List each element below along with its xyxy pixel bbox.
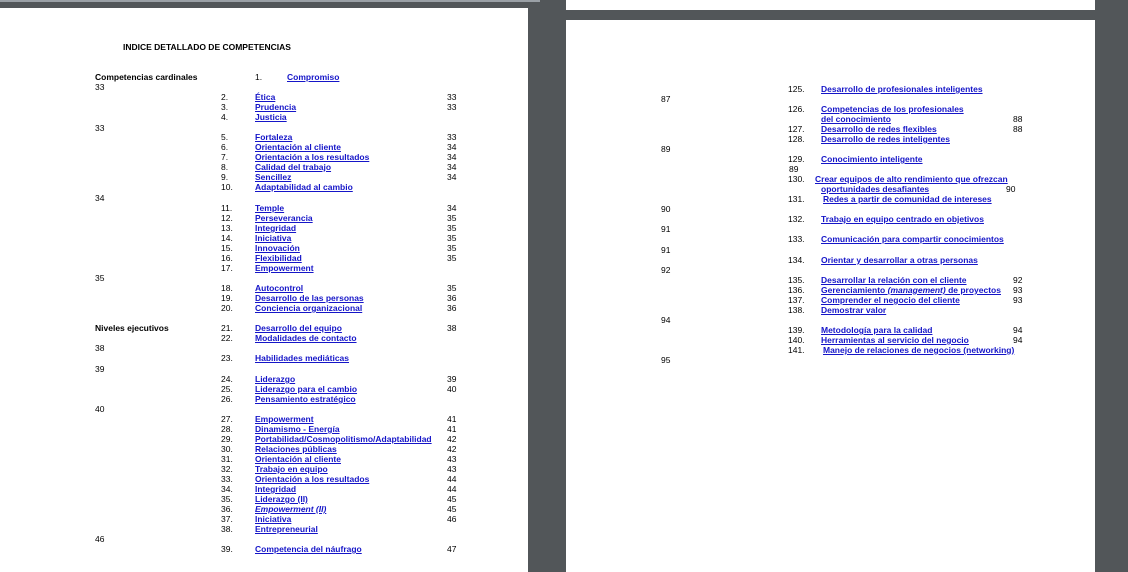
entry-page-number: 88 xyxy=(1013,124,1023,134)
entry-number: 132. xyxy=(788,214,805,224)
entry-number: 126. xyxy=(788,104,805,114)
stray-page-number: 39 xyxy=(95,364,105,374)
entry-number: 130. xyxy=(788,174,805,184)
toc-link[interactable]: Sencillez xyxy=(255,172,292,182)
toc-link[interactable]: Conocimiento inteligente xyxy=(821,154,923,164)
entry-number: 14. xyxy=(221,233,233,243)
toc-link[interactable]: Ética xyxy=(255,92,276,102)
entry-number: 13. xyxy=(221,223,233,233)
toc-link[interactable]: Portabilidad/Cosmopolitismo/Adaptabilidad xyxy=(255,434,432,444)
entry-page-number: 34 xyxy=(447,152,457,162)
entry-number: 7. xyxy=(221,152,229,162)
entry-page-number: 92 xyxy=(1013,275,1023,285)
toc-link[interactable]: Empowerment (II) xyxy=(255,504,327,514)
entry-page-number: 41 xyxy=(447,424,457,434)
stray-page-number: 46 xyxy=(95,534,105,544)
stray-page-number: 87 xyxy=(661,94,671,104)
toc-link[interactable]: Integridad xyxy=(255,484,297,494)
entry-number: 10. xyxy=(221,182,233,192)
toc-link[interactable]: Redes a partir de comunidad de intereses xyxy=(823,194,992,204)
toc-link[interactable]: Desarrollo de redes inteligentes xyxy=(821,134,950,144)
toc-link[interactable]: Prudencia xyxy=(255,102,297,112)
page-title: INDICE DETALLADO DE COMPETENCIAS xyxy=(123,42,291,52)
entry-page-number: 33 xyxy=(447,132,457,142)
entry-page-number: 94 xyxy=(1013,335,1023,345)
entry-number: 127. xyxy=(788,124,805,134)
toc-link[interactable]: Fortaleza xyxy=(255,132,293,142)
entry-number: 24. xyxy=(221,374,233,384)
entry-number: 11. xyxy=(221,203,233,213)
entry-page-number: 36 xyxy=(447,293,457,303)
stray-page-number: 40 xyxy=(95,404,105,414)
entry-number: 138. xyxy=(788,305,805,315)
toc-link[interactable]: Competencia del náufrago xyxy=(255,544,362,554)
toc-link[interactable]: Entrepreneurial xyxy=(255,524,318,534)
entry-number: 6. xyxy=(221,142,229,152)
entry-page-number: 33 xyxy=(447,92,457,102)
entry-number: 134. xyxy=(788,255,805,265)
entry-number: 22. xyxy=(221,333,233,343)
toc-link[interactable]: Calidad del trabajo xyxy=(255,162,332,172)
toc-link[interactable]: Metodología para la calidad xyxy=(821,325,933,335)
entry-page-number: 36 xyxy=(447,303,457,313)
toc-link[interactable]: Competencias de los profesionales xyxy=(821,104,964,114)
entry-number: 133. xyxy=(788,234,805,244)
previous-page-bottom xyxy=(566,0,1095,10)
entry-page-number: 42 xyxy=(447,434,457,444)
entry-page-number: 39 xyxy=(447,374,457,384)
stray-page-number: 33 xyxy=(95,82,105,92)
entry-page-number: 42 xyxy=(447,444,457,454)
toc-link[interactable]: Trabajo en equipo centrado en objetivos xyxy=(821,214,984,224)
toc-link[interactable]: Adaptabilidad al cambio xyxy=(255,182,353,192)
toc-link[interactable]: Orientación al cliente xyxy=(255,454,341,464)
toc-link[interactable]: Habilidades mediáticas xyxy=(255,353,350,363)
toc-link[interactable]: Perseverancia xyxy=(255,213,313,223)
toc-link[interactable]: Demostrar valor xyxy=(821,305,887,315)
toc-link[interactable]: Comunicación para compartir conocimientos xyxy=(821,234,1004,244)
toc-link[interactable]: Justicia xyxy=(255,112,287,122)
toc-link[interactable]: Crear equipos de alto rendimiento que ofrezcan xyxy=(815,174,1008,184)
entry-number: 1. xyxy=(255,72,263,82)
entry-number: 137. xyxy=(788,295,805,305)
entry-number: 8. xyxy=(221,162,229,172)
toc-link[interactable]: Comprender el negocio del cliente xyxy=(821,295,960,305)
entry-page-number: 45 xyxy=(447,504,457,514)
entry-number: 136. xyxy=(788,285,805,295)
entry-number: 18. xyxy=(221,283,233,293)
entry-page-number: 90 xyxy=(1006,184,1016,194)
entry-page-number: 38 xyxy=(447,323,457,333)
entry-number: 128. xyxy=(788,134,805,144)
entry-number: 38. xyxy=(221,524,233,534)
stray-page-number: 92 xyxy=(661,265,671,275)
entry-number: 32. xyxy=(221,464,233,474)
toc-link[interactable]: Pensamiento estratégico xyxy=(255,394,356,404)
stray-page-number: 94 xyxy=(661,315,671,325)
toc-link[interactable]: Manejo de relaciones de negocios (networking) xyxy=(823,345,1015,355)
stray-page-number: 90 xyxy=(661,204,671,214)
entry-number: 135. xyxy=(788,275,805,285)
entry-number: 4. xyxy=(221,112,229,122)
entry-number: 12. xyxy=(221,213,233,223)
entry-number: 34. xyxy=(221,484,233,494)
toc-link[interactable]: Orientación a los resultados xyxy=(255,474,370,484)
entry-number: 140. xyxy=(788,335,805,345)
entry-page-number: 93 xyxy=(1013,295,1023,305)
entry-number: 36. xyxy=(221,504,233,514)
entry-number: 29. xyxy=(221,434,233,444)
entry-number: 16. xyxy=(221,253,233,263)
stray-page-number: 89 xyxy=(789,164,799,174)
toc-link[interactable]: Orientación al cliente xyxy=(255,142,341,152)
entry-page-number: 47 xyxy=(447,544,457,554)
toc-link[interactable]: Liderazgo para el cambio xyxy=(255,384,358,394)
entry-number: 27. xyxy=(221,414,233,424)
toc-link[interactable]: Gerenciamiento (management) de proyectos xyxy=(821,285,1001,295)
entry-number: 17. xyxy=(221,263,233,273)
entry-page-number: 35 xyxy=(447,213,457,223)
toc-link[interactable]: Integridad xyxy=(255,223,297,233)
entry-number: 33. xyxy=(221,474,233,484)
entry-number: 37. xyxy=(221,514,233,524)
document-page-right[interactable] xyxy=(566,20,1095,572)
toc-link[interactable]: Desarrollo de las personas xyxy=(255,293,364,303)
toc-link[interactable]: Desarrollo del equipo xyxy=(255,323,342,333)
entry-page-number: 34 xyxy=(447,172,457,182)
entry-number: 9. xyxy=(221,172,229,182)
entry-number: 2. xyxy=(221,92,229,102)
entry-number: 20. xyxy=(221,303,233,313)
entry-number: 30. xyxy=(221,444,233,454)
entry-page-number: 43 xyxy=(447,454,457,464)
entry-page-number: 45 xyxy=(447,494,457,504)
entry-number: 26. xyxy=(221,394,233,404)
entry-number: 21. xyxy=(221,323,233,333)
toc-link[interactable]: Iniciativa xyxy=(255,233,292,243)
entry-page-number: 40 xyxy=(447,384,457,394)
stray-page-number: 35 xyxy=(95,273,105,283)
entry-page-number: 44 xyxy=(447,484,457,494)
section-label-ejecutivos: Niveles ejecutivos xyxy=(95,323,169,333)
entry-number: 3. xyxy=(221,102,229,112)
toc-link[interactable]: Compromiso xyxy=(287,72,340,82)
entry-number: 23. xyxy=(221,353,233,363)
entry-page-number: 34 xyxy=(447,203,457,213)
toc-link[interactable]: Temple xyxy=(255,203,285,213)
toc-link[interactable]: del conocimiento xyxy=(821,114,891,124)
toc-link[interactable]: Relaciones públicas xyxy=(255,444,337,454)
stray-page-number: 34 xyxy=(95,193,105,203)
entry-number: 35. xyxy=(221,494,233,504)
entry-page-number: 34 xyxy=(447,162,457,172)
entry-page-number: 94 xyxy=(1013,325,1023,335)
entry-page-number: 93 xyxy=(1013,285,1023,295)
toc-link[interactable]: Orientar y desarrollar a otras personas xyxy=(821,255,978,265)
entry-page-number: 35 xyxy=(447,283,457,293)
entry-page-number: 35 xyxy=(447,233,457,243)
stray-page-number: 89 xyxy=(661,144,671,154)
toc-link[interactable]: Modalidades de contacto xyxy=(255,333,357,343)
entry-number: 129. xyxy=(788,154,805,164)
toc-link[interactable]: Desarrollo de profesionales inteligentes xyxy=(821,84,983,94)
entry-number: 19. xyxy=(221,293,233,303)
entry-number: 141. xyxy=(788,345,805,355)
entry-page-number: 35 xyxy=(447,243,457,253)
toc-link[interactable]: Innovación xyxy=(255,243,300,253)
entry-page-number: 34 xyxy=(447,142,457,152)
entry-page-number: 41 xyxy=(447,414,457,424)
toc-link[interactable]: Orientación a los resultados xyxy=(255,152,370,162)
entry-number: 28. xyxy=(221,424,233,434)
stray-page-number: 33 xyxy=(95,123,105,133)
entry-number: 25. xyxy=(221,384,233,394)
toc-link[interactable]: Dinamismo - Energía xyxy=(255,424,340,434)
toc-link[interactable]: Empowerment xyxy=(255,263,314,273)
previous-page-edge xyxy=(0,0,540,2)
entry-page-number: 88 xyxy=(1013,114,1023,124)
entry-number: 131. xyxy=(788,194,805,204)
toc-link[interactable]: Liderazgo xyxy=(255,374,296,384)
entry-page-number: 35 xyxy=(447,223,457,233)
entry-page-number: 33 xyxy=(447,102,457,112)
toc-link[interactable]: Empowerment xyxy=(255,414,314,424)
toc-link[interactable]: Herramientas al servicio del negocio xyxy=(821,335,969,345)
toc-link[interactable]: Flexibilidad xyxy=(255,253,302,263)
entry-number: 39. xyxy=(221,544,233,554)
entry-page-number: 35 xyxy=(447,253,457,263)
document-page-left[interactable] xyxy=(0,8,528,572)
italic-term: (management) xyxy=(887,285,946,295)
toc-link[interactable]: Conciencia organizacional xyxy=(255,303,363,313)
stray-page-number: 95 xyxy=(661,355,671,365)
entry-number: 125. xyxy=(788,84,805,94)
toc-link[interactable]: Liderazgo (II) xyxy=(255,494,308,504)
entry-number: 31. xyxy=(221,454,233,464)
stray-page-number: 91 xyxy=(661,245,671,255)
toc-link[interactable]: oportunidades desafiantes xyxy=(821,184,930,194)
entry-number: 5. xyxy=(221,132,229,142)
entry-page-number: 43 xyxy=(447,464,457,474)
toc-link[interactable]: Trabajo en equipo xyxy=(255,464,328,474)
section-label-cardinales: Competencias cardinales xyxy=(95,72,198,82)
stray-page-number: 38 xyxy=(95,343,105,353)
entry-number: 139. xyxy=(788,325,805,335)
entry-number: 15. xyxy=(221,243,233,253)
toc-link[interactable]: Desarrollo de redes flexibles xyxy=(821,124,937,134)
toc-link[interactable]: Autocontrol xyxy=(255,283,304,293)
toc-link[interactable]: Iniciativa xyxy=(255,514,292,524)
toc-link[interactable]: Desarrollar la relación con el cliente xyxy=(821,275,967,285)
stray-page-number: 91 xyxy=(661,224,671,234)
entry-page-number: 46 xyxy=(447,514,457,524)
entry-page-number: 44 xyxy=(447,474,457,484)
